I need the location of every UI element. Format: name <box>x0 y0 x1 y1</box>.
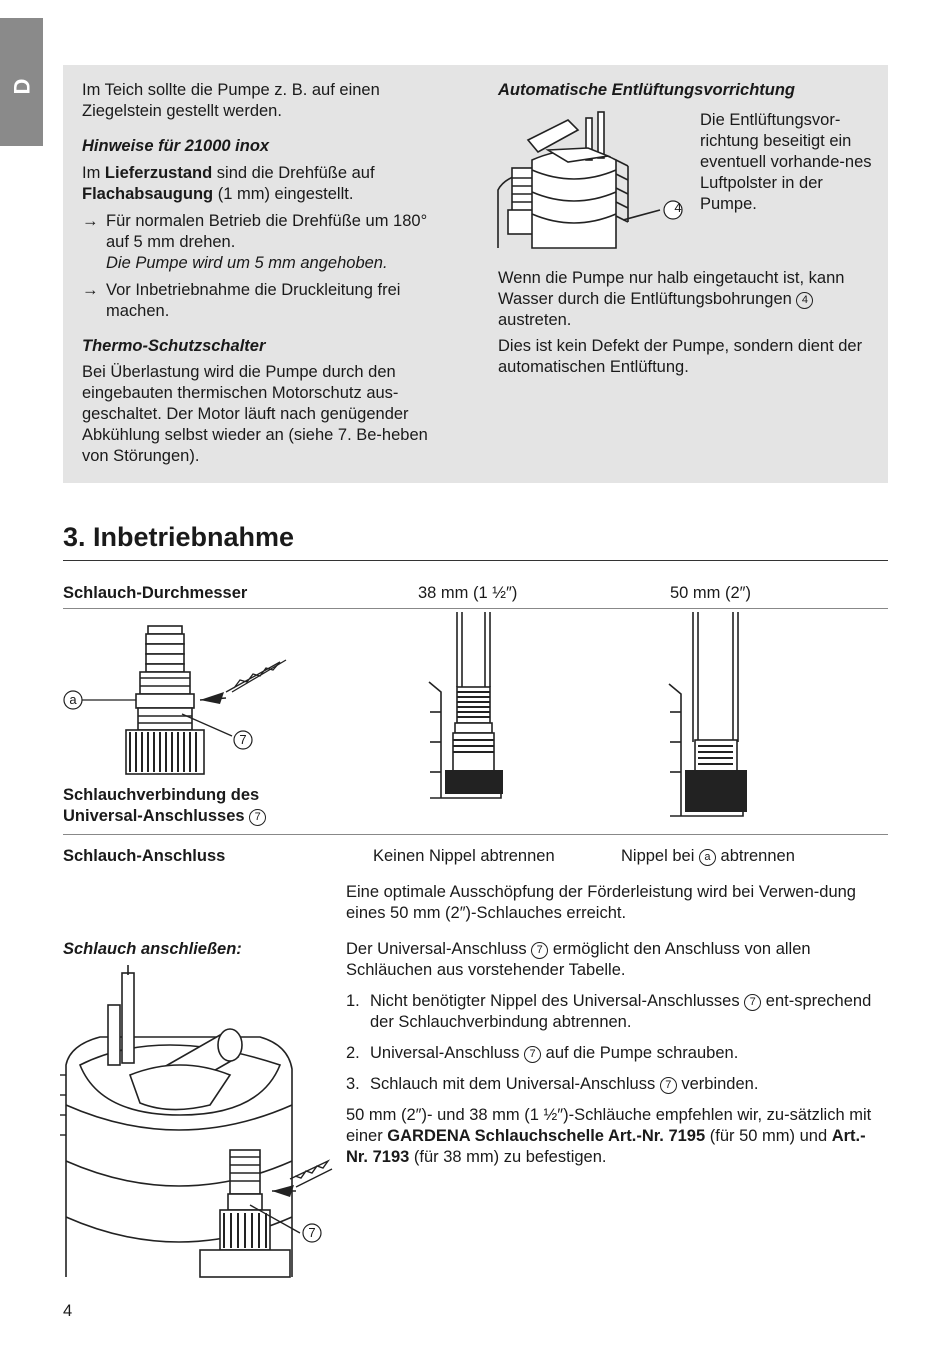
col-header-diameter: Schlauch-Durchmesser <box>63 584 248 602</box>
list-item: 3. Schlauch mit dem Universal-Anschluss 7 verbinden. <box>346 1075 759 1093</box>
arrow-right-icon: → <box>82 281 99 299</box>
list-item: → Vor Inbetriebnahme die Druckleitung frei machen. <box>82 281 401 320</box>
table-rule <box>63 608 888 609</box>
page-number: 4 <box>63 1302 73 1320</box>
connect-intro: Der Universal-Anschluss 7 ermöglicht den Anschluss von allen Schläuchen aus vorstehender Tabelle. <box>346 940 811 979</box>
connect-heading: Schlauch anschließen: <box>63 940 242 958</box>
table-rule <box>63 834 888 835</box>
entlueftung-heading: Automatische Entlüftungsvorrichtung <box>498 81 795 99</box>
callout-7: 7 <box>239 732 247 747</box>
callout-a: a <box>69 692 77 707</box>
pump-illustration <box>60 965 340 1280</box>
optimal-text: Eine optimale Ausschöpfung der Förderleistung wird bei Verwen-dung eines 50 mm (2″)-Schlauches erreicht. <box>346 883 856 922</box>
connection-label: Schlauchverbindung des Universal-Anschlusses 7 <box>63 785 363 827</box>
section-rule <box>63 560 888 561</box>
lieferzustand-text: Im Lieferzustand sind die Drehfüße auf Flachabsaugung (1 mm) eingestellt. <box>82 164 375 203</box>
thermo-text: Bei Überlastung wird die Pumpe durch den eingebauten thermischen Motorschutz aus-geschaltet. Der Motor läuft nach genügender Abkühlung selbst wieder an (siehe 7. Be-heben von Störungen). <box>82 363 428 465</box>
hose-38mm-illustration <box>425 612 525 802</box>
pump-vent-illustration <box>498 110 688 250</box>
hinweise-heading: Hinweise für 21000 inox <box>82 137 270 155</box>
recommendation-text: 50 mm (2″)- und 38 mm (1 ½″)-Schläuche empfehlen wir, zu-sätzlich mit einer GARDENA Schlauchschelle Art.-Nr. 7195 (für 50 mm) und Art.-Nr. 7193 (für 38 mm) zu befestigen. <box>346 1106 872 1166</box>
entlueftung-description: Die Entlüftungsvor-richtung beseitigt ein eventuell vorhande-nes Luftpolster in der Pumpe. <box>700 111 872 213</box>
list-item: 1. Nicht benötigter Nippel des Universal-Anschlusses 7 ent-sprechend der Schlauchverbindung abtrennen. <box>346 992 872 1031</box>
no-defect-text: Dies ist kein Defekt der Pumpe, sondern dient der automatischen Entlüftung. <box>498 337 863 376</box>
universal-connector-illustration <box>60 620 300 780</box>
section-title: 3. Inbetriebnahme <box>63 522 295 552</box>
list-item: → Für normalen Betrieb die Drehfüße um 180° auf 5 mm drehen. Die Pumpe wird um 5 mm angehoben. <box>82 212 428 272</box>
anschluss-label: Schlauch-Anschluss <box>63 847 226 865</box>
list-item: 2. Universal-Anschluss 7 auf die Pumpe schrauben. <box>346 1044 739 1062</box>
info-box-right-text <box>498 268 878 378</box>
callout-7-pump: 7 <box>308 1225 316 1240</box>
half-immersed-text: Wenn die Pumpe nur halb eingetaucht ist, kann Wasser durch die Entlüftungsbohrungen 4 austreten. <box>498 269 845 329</box>
col-header-50mm: 50 mm (2″) <box>670 584 752 602</box>
arrow-right-icon: → <box>82 212 99 230</box>
info-box-right-column <box>498 80 878 101</box>
connect-instructions <box>346 939 876 1168</box>
hose-50mm-illustration <box>667 612 767 822</box>
thermo-heading: Thermo-Schutzschalter <box>82 337 266 355</box>
language-tab <box>0 18 43 146</box>
col-header-38mm: 38 mm (1 ½″) <box>418 584 518 602</box>
anschluss-50mm: Nippel bei a abtrennen <box>621 847 795 865</box>
callout-4: 4 <box>674 200 682 215</box>
intro-text: Im Teich sollte die Pumpe z. B. auf einen Ziegelstein gestellt werden. <box>82 81 380 120</box>
anschluss-38mm: Keinen Nippel abtrennen <box>373 847 555 865</box>
language-tab-label: D <box>9 78 35 95</box>
info-box-left-column <box>82 80 452 467</box>
